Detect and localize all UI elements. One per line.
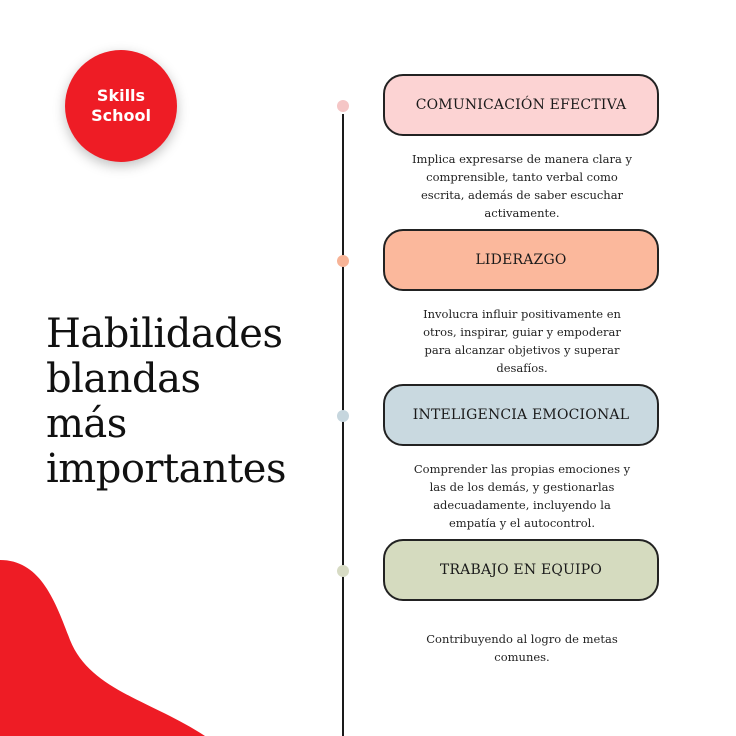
- skill-description: [400, 460, 644, 532]
- desc-line: desafíos.: [496, 361, 548, 375]
- desc-line: Contribuyendo al logro de metas: [426, 632, 618, 646]
- skill-box-trabajo-en-equipo: [383, 539, 659, 601]
- skill-description: [400, 305, 644, 377]
- desc-line: adecuadamente, incluyendo la: [433, 498, 611, 512]
- title-line-3: más: [46, 401, 127, 447]
- timeline-dot-3: [337, 410, 349, 422]
- desc-line: activamente.: [484, 206, 560, 220]
- desc-line: Comprender las propias emociones y: [413, 462, 631, 476]
- timeline-dot-1: [337, 100, 349, 112]
- skill-description: [400, 150, 644, 222]
- desc-line: para alcanzar objetivos y superar: [424, 343, 620, 357]
- desc-line: las de los demás, y gestionarlas: [429, 480, 615, 494]
- skill-label: INTELIGENCIA EMOCIONAL: [412, 407, 630, 423]
- logo-line-2: School: [91, 106, 151, 125]
- timeline-dot-4: [337, 565, 349, 577]
- title-line-4: importantes: [46, 446, 286, 492]
- skill-label: TRABAJO EN EQUIPO: [439, 562, 603, 578]
- skills-school-logo: [65, 50, 177, 162]
- timeline-line: [342, 114, 344, 736]
- timeline-dot-2: [337, 255, 349, 267]
- skill-label: COMUNICACIÓN EFECTIVA: [415, 97, 627, 113]
- skill-label: LIDERAZGO: [475, 252, 567, 268]
- page-title: [46, 312, 336, 492]
- desc-line: Involucra influir positivamente en: [423, 307, 621, 321]
- skill-description: [400, 630, 644, 666]
- desc-line: comunes.: [494, 650, 550, 664]
- desc-line: otros, inspirar, guiar y empoderar: [423, 325, 621, 339]
- title-line-2: blandas: [46, 356, 201, 402]
- desc-line: escrita, además de saber escuchar: [420, 188, 624, 202]
- title-line-1: Habilidades: [46, 311, 283, 357]
- skill-box-inteligencia-emocional: [383, 384, 659, 446]
- desc-line: comprensible, tanto verbal como: [426, 170, 618, 184]
- skill-box-liderazgo: [383, 229, 659, 291]
- desc-line: empatía y el autocontrol.: [449, 516, 595, 530]
- skill-box-comunicacion: [383, 74, 659, 136]
- desc-line: Implica expresarse de manera clara y: [412, 152, 632, 166]
- logo-line-1: Skills: [96, 86, 146, 105]
